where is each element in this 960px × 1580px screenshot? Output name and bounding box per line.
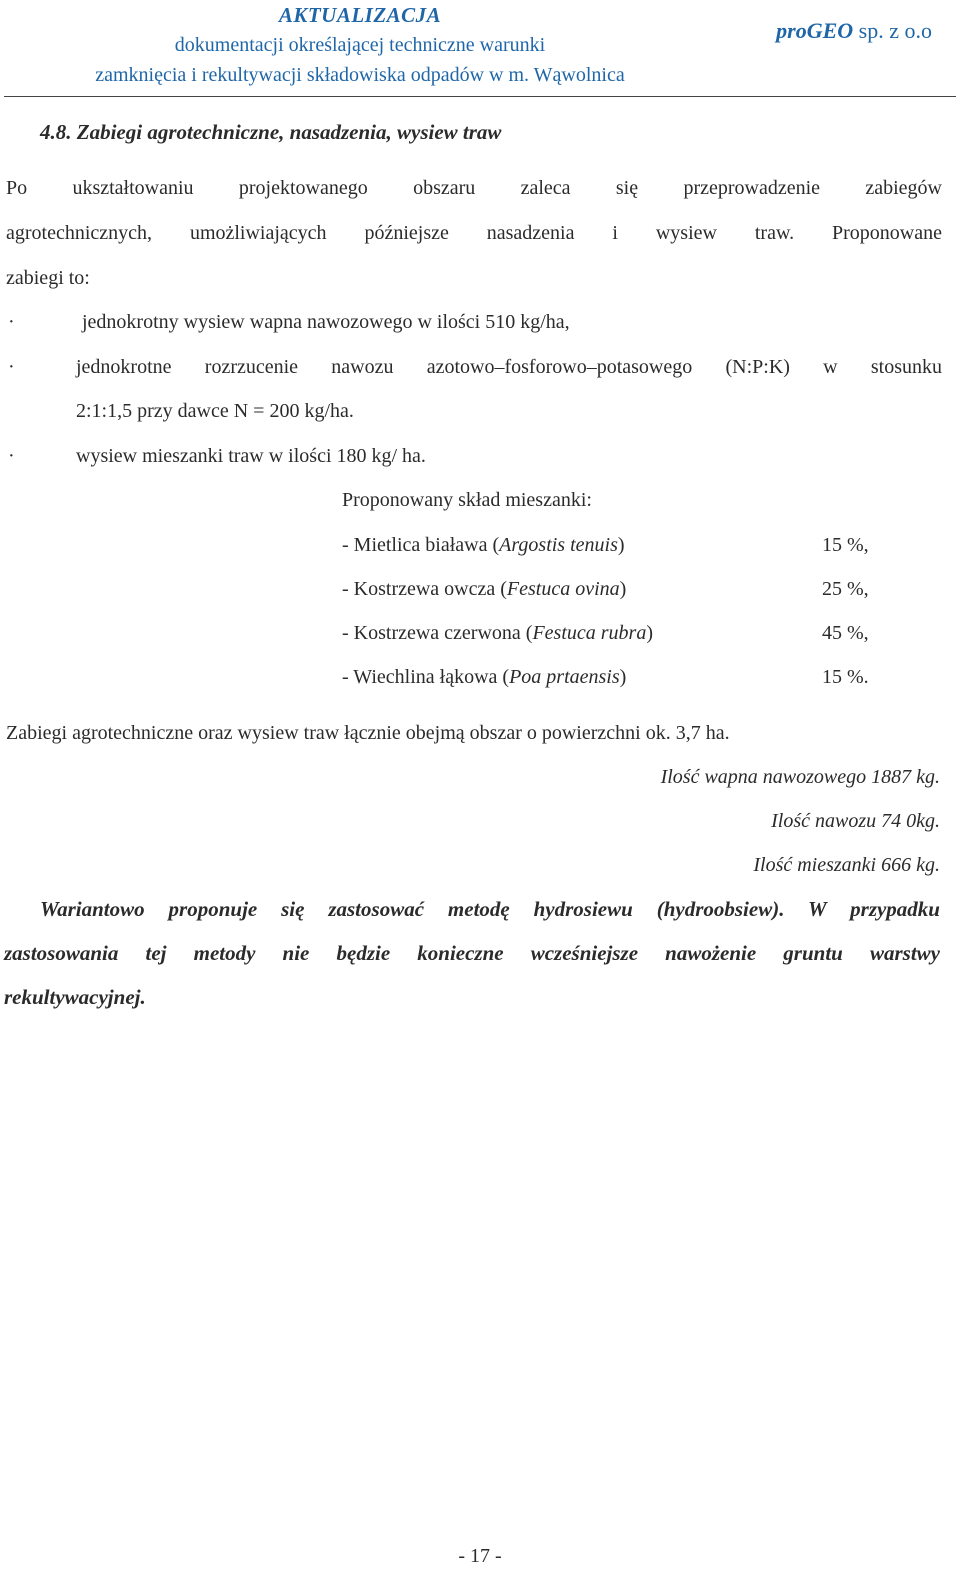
intro-line-3: zabiegi to:	[6, 267, 90, 289]
mix-item-name	[342, 619, 653, 647]
mix-item-latin: Argostis tenuis	[499, 534, 618, 556]
mix-item-common: - Kostrzewa czerwona (	[342, 622, 533, 644]
mix-item-name	[342, 575, 626, 603]
variant-line-2: zastosowania tej metody nie będzie konieczne wcześniejsze nawożenie gruntu warstwy	[4, 941, 940, 965]
mix-item-close: )	[619, 578, 627, 600]
variant-line-3: rekultywacyjnej.	[4, 985, 146, 1009]
mix-item-percent: 15 %.	[822, 666, 869, 688]
mix-title: Proponowany skład mieszanki:	[342, 489, 592, 511]
page-number: - 17 -	[458, 1545, 502, 1567]
header-title: AKTUALIZACJA	[278, 3, 442, 27]
section-heading: 4.8. Zabiegi agrotechniczne, nasadzenia, wysiew traw	[40, 120, 502, 144]
company-name	[776, 18, 932, 44]
mix-item-latin: Festuca ovina	[506, 578, 620, 600]
header-line-1: dokumentacji określającej techniczne warunki	[174, 34, 546, 56]
bullet-text-continued: 2:1:1,5 przy dawce N = 200 kg/ha.	[76, 400, 354, 422]
mix-item-close: )	[617, 534, 625, 556]
header-divider	[4, 96, 956, 97]
bullet-dot: ·	[8, 311, 15, 333]
mix-item-common: - Wiechlina łąkowa (	[342, 666, 510, 688]
mix-item-percent: 15 %,	[822, 534, 869, 556]
mix-item-name	[342, 663, 626, 691]
quantity-mixture: Ilość mieszanki 666 kg.	[753, 854, 940, 876]
company-name-bold: proGEO	[776, 18, 854, 43]
quantity-lime: Ilość wapna nawozowego 1887 kg.	[660, 766, 940, 788]
bullet-dot: ·	[8, 445, 15, 467]
mix-item-percent: 45 %,	[822, 622, 869, 644]
intro-line-1: Po ukształtowaniu projektowanego obszaru zaleca się przeprowadzenie zabiegów	[6, 177, 942, 199]
bullet-text: jednokrotne rozrzucenie nawozu azotowo–fosforowo–potasowego (N:P:K) w stosunku	[76, 356, 942, 378]
mix-item-name	[342, 531, 625, 559]
mix-item-latin: Festuca rubra	[532, 622, 647, 644]
mix-item-latin: Poa prtaensis	[509, 666, 620, 688]
company-name-rest: sp. z o.o	[853, 18, 932, 43]
mix-item-common: - Kostrzewa owcza (	[342, 578, 507, 600]
summary-text: Zabiegi agrotechniczne oraz wysiew traw łącznie obejmą obszar o powierzchni ok. 3,7 ha.	[6, 722, 730, 744]
bullet-text: jednokrotny wysiew wapna nawozowego w ilości 510 kg/ha,	[82, 311, 570, 333]
mix-item-close: )	[646, 622, 654, 644]
header-line-2: zamknięcia i rekultywacji składowiska odpadów w m. Wąwolnica	[95, 64, 625, 86]
mix-item-close: )	[619, 666, 627, 688]
variant-line-1: Wariantowo proponuje się zastosować metodę hydrosiewu (hydroobsiew). W przypadku	[40, 897, 940, 921]
intro-line-2: agrotechnicznych, umożliwiających późniejsze nasadzenia i wysiew traw. Proponowane	[6, 222, 942, 244]
bullet-dot: ·	[8, 356, 15, 378]
mix-item-common: - Mietlica biaława (	[342, 534, 500, 556]
mix-item-percent: 25 %,	[822, 578, 869, 600]
document-header	[0, 0, 720, 90]
quantity-fertilizer: Ilość nawozu 74 0kg.	[771, 810, 940, 832]
bullet-text: wysiew mieszanki traw w ilości 180 kg/ ha.	[76, 445, 426, 467]
